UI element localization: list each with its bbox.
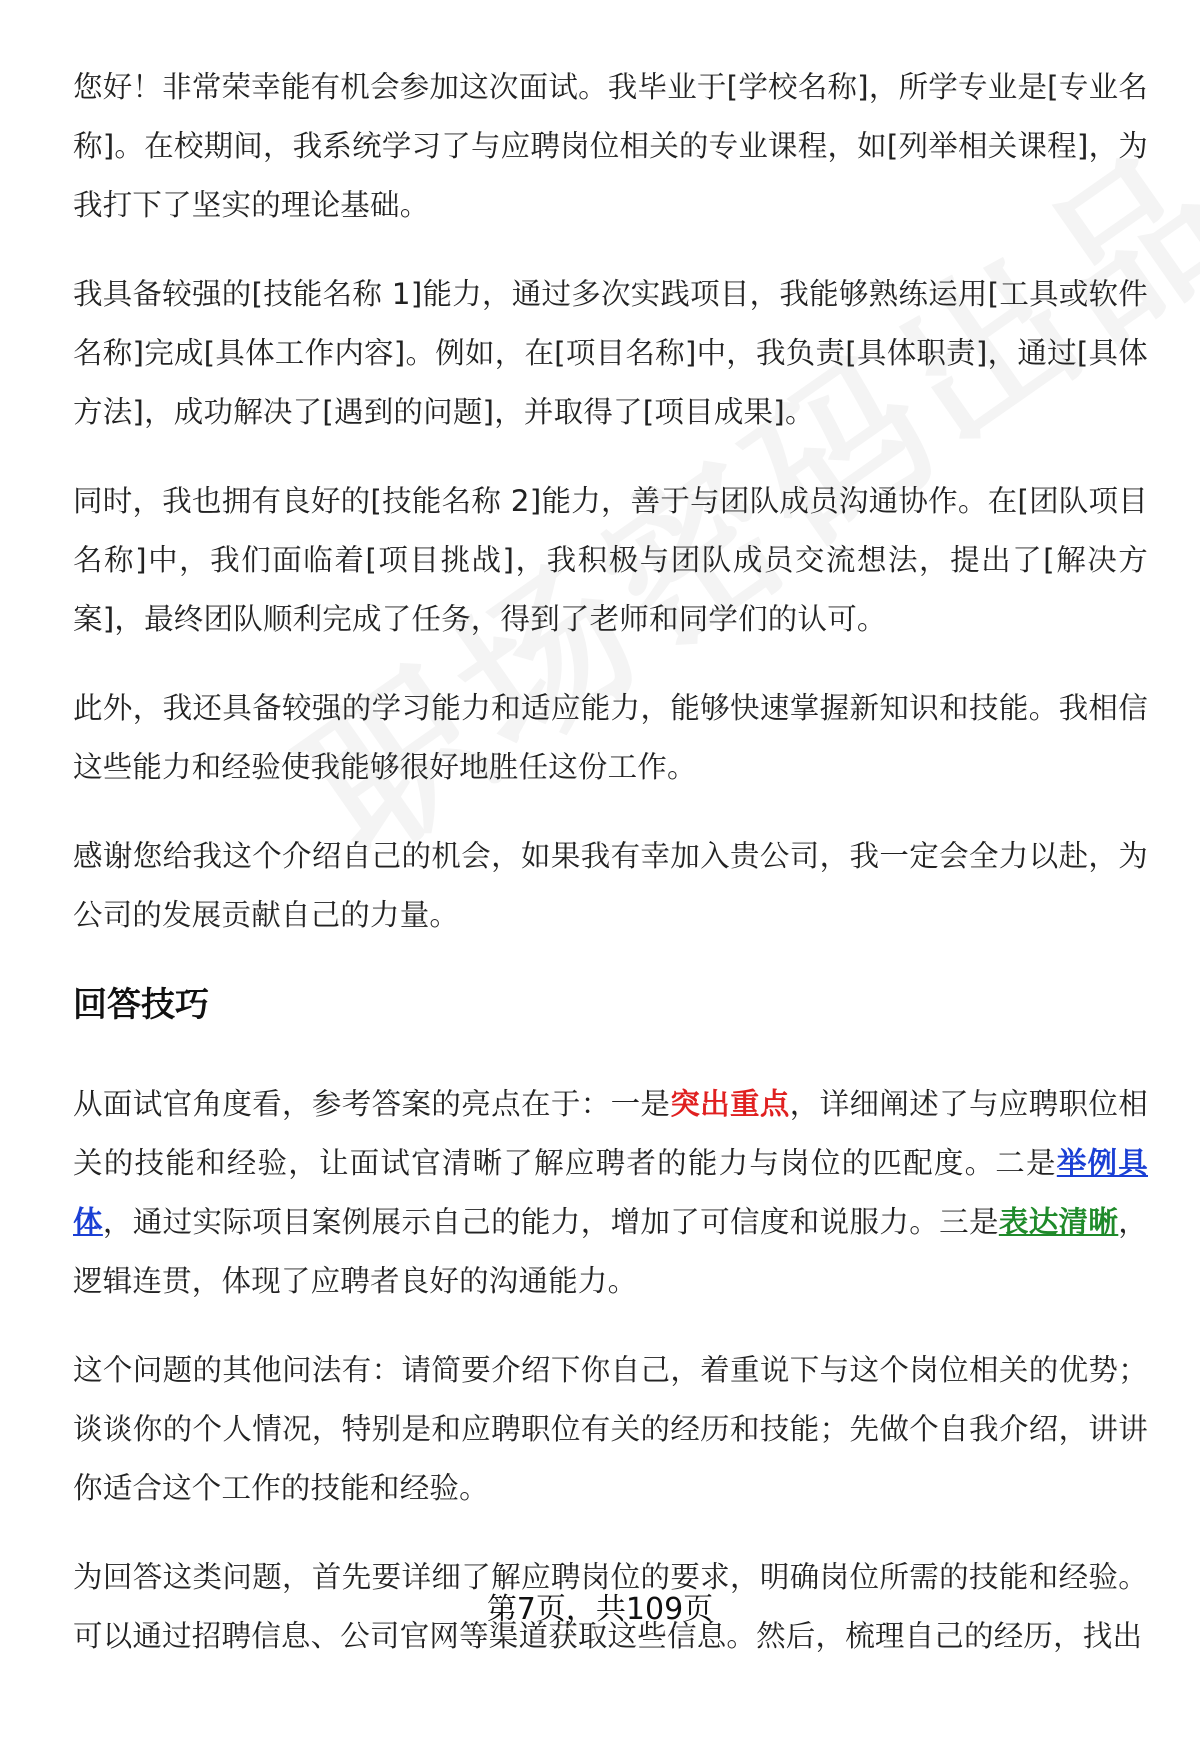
answer-paragraph-3: 同时，我也拥有良好的[技能名称 2]能力，善于与团队成员沟通协作。在[团队项目名称]中，我们面临着[项目挑战]，我积极与团队成员交流想法，提出了[解决方案]，最终团队顺利完成了任务，得到了老师和同学们的认可。 [73, 484, 1148, 636]
page-number-footer: 第7页，共109页 [486, 1592, 714, 1627]
tips-text-3: ，通过实际项目案例展示自己的能力，增加了可信度和说服力。三是 [102, 1205, 999, 1239]
answer-paragraph-1: 您好！非常荣幸能有机会参加这次面试。我毕业于[学校名称]，所学专业是[专业名称]。在校期间，我系统学习了与应聘岗位相关的专业课程，如[列举相关课程]，为我打下了坚实的理论基础。 [73, 70, 1148, 222]
tips-text-2: ，详细阐述了与应聘职位相关的技能和经验，让面试官清晰了解应聘者的能力与岗位的匹配度。二是 [73, 1087, 1148, 1180]
answer-paragraph-2: 我具备较强的[技能名称 1]能力，通过多次实践项目，我能够熟练运用[工具或软件名称]完成[具体工作内容]。例如，在[项目名称]中，我负责[具体职责]，通过[具体方法]，成功解决了[遇到的问题]，并取得了[项目成果]。 [73, 277, 1148, 429]
other-questions-paragraph: 这个问题的其他问法有：请简要介绍下你自己，着重说下与这个岗位相关的优势；谈谈你的个人情况，特别是和应聘职位有关的经历和技能；先做个自我介绍，讲讲你适合这个工作的技能和经验。 [73, 1353, 1148, 1505]
answer-paragraph-5: 感谢您给我这个介绍自己的机会，如果我有幸加入贵公司，我一定会全力以赴，为公司的发展贡献自己的力量。 [73, 839, 1148, 932]
document-body [73, 58, 1148, 1696]
highlight-specific-example: 举例具体 [73, 1146, 1148, 1239]
section-heading: 回答技巧 [73, 985, 209, 1025]
advice-paragraph: 为回答这类问题，首先要详细了解应聘岗位的要求，明确岗位所需的技能和经验。可以通过招聘信息、公司官网等渠道获取这些信息。然后，梳理自己的经历，找出 [73, 1560, 1148, 1653]
tips-text-1: 从面试官角度看，参考答案的亮点在于：一是 [73, 1087, 671, 1121]
answer-paragraph-4: 此外，我还具备较强的学习能力和适应能力，能够快速掌握新知识和技能。我相信这些能力和经验使我能够很好地胜任这份工作。 [73, 691, 1148, 784]
tips-paragraph [73, 1075, 1148, 1311]
highlight-clear-expression: 表达清晰 [998, 1205, 1119, 1239]
tips-text-4: ，逻辑连贯，体现了应聘者良好的沟通能力。 [73, 1205, 1148, 1298]
highlight-key-point: 突出重点 [670, 1087, 790, 1121]
